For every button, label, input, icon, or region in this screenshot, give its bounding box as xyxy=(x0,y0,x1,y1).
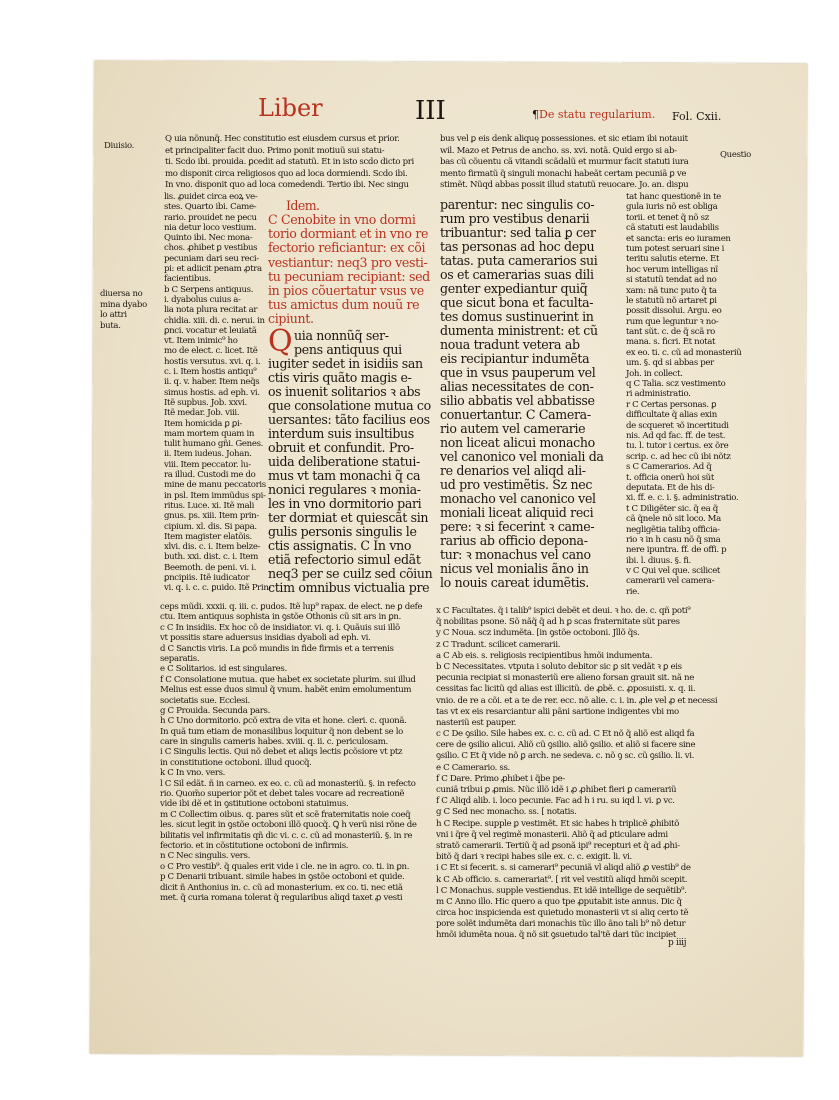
text-line: alias necessitates de con- xyxy=(440,379,594,394)
text-line: lo nouis careat idumẽtis. xyxy=(440,575,589,590)
text-line: mus vt tam monachi q̃ ca xyxy=(268,467,421,483)
text-line: l C Monachus. supple vestiendus. Et idẽ intellige de sequẽtib⁹. xyxy=(436,885,687,896)
header-folio: Fol. Cxii. xyxy=(672,110,722,123)
text-line: Joh. in collect. xyxy=(626,368,683,379)
text-line: stes. Quarto ibi. Came- xyxy=(164,202,257,213)
text-line: Item homicida ꝑ ꝑi- xyxy=(164,418,242,429)
text-line: ꝑnci. vocatur et leuiatã xyxy=(164,325,257,336)
text-line: h C Recipe. supple ꝑ vestimẽt. Et sic habes h triplicẽ ꝓhibitõ xyxy=(436,818,680,829)
text-line: Melius est esse duos simul q̃ vnum. habẽt enim emolumentum xyxy=(160,685,412,696)
text-line: g C Sed nec monacho. ss. [ notatis. xyxy=(436,807,577,818)
text-line: vi. q. i. c. c. ꝑuido. Itẽ Prin- xyxy=(164,583,272,594)
text-line: deputata. Et de his di- xyxy=(626,482,715,493)
text-line: tu. l. tutor i certus. ex õre xyxy=(626,441,729,452)
text-line: moniali liceat aliquid reci xyxy=(440,505,594,520)
text-line: ctis viris quãto magis e- xyxy=(268,369,412,385)
text-line: g C Prouida. Secunda pars. xyxy=(160,705,270,716)
text-line: tulit humano gñi. Genes. xyxy=(164,439,264,450)
text-line: camerarii vel camera- xyxy=(626,576,715,587)
text-line: tribuantur: sed talia ꝑ cer xyxy=(440,225,596,240)
text-line: ceps mũdi. xxxii. q. iii. c. ꝑudos. Itẽ lup⁹ rapax. de elect. ne ꝑ defe xyxy=(160,602,423,612)
text-line: lis. ꝓuidet circa eoꝝ ve- xyxy=(164,192,258,202)
text-line: rio autem vel camerarie xyxy=(440,421,586,436)
text-line: mo disponit circa religiosos quo ad loca dormiendi. Scdo ibi. xyxy=(165,168,408,179)
text-line: xlvi. dis. c. i. Item belze- xyxy=(164,542,261,553)
text-line: met. q̃ curia romana tolerat q̃ regularibus aliqd taxet ꝓ vesti xyxy=(160,892,403,903)
text-line: vt. Item inimic⁹ ho xyxy=(164,336,238,347)
text-line: m C Collectim oibus. q. pares sũt et scẽ fraternitatis noie coeq̃ xyxy=(160,809,411,820)
text-line: ibi. l. diuus. §. fi. xyxy=(626,555,691,566)
main-text-lines xyxy=(268,323,433,595)
text-line: ud pro vestimẽtis. Sz nec xyxy=(440,477,593,492)
text-line: vide ibi dẽ et in ꝯstitutione octoboni statuimus. xyxy=(160,799,349,810)
text-line: fectorio reficiantur: ex cõi xyxy=(268,240,426,256)
text-line: tant sũt. c. de q̃ scã ro xyxy=(626,327,715,338)
text-line: ꝑncipiis. Itẽ iudicator xyxy=(164,572,250,583)
text-line: separatis. xyxy=(160,653,200,664)
text-line: r C Certas personas. ꝑ xyxy=(626,399,717,410)
text-line: scrip. c. ad hec cũ ibi nõtz xyxy=(626,451,731,462)
pilcrow-icon: ¶ xyxy=(532,108,539,121)
text-line: pere: ꝛ si fecerint ꝛ came- xyxy=(440,519,595,534)
text-line: ii. Item iudeus. Johan. xyxy=(164,449,252,460)
text-line: tat hanc questionẽ in te xyxy=(626,192,721,202)
text-line: nonici regulares ꝛ monia- xyxy=(268,481,421,497)
text-line: i C Et si fecerit. s. si camerari⁹ pecuniã vl aliqd aliõ ꝓ vestib⁹ de xyxy=(436,863,691,874)
text-line: rie. xyxy=(626,586,640,597)
text-line: le statutũ nõ artaret ꝑi xyxy=(626,295,717,306)
text-line: in pios cõuertatur vsus ve xyxy=(268,282,424,298)
text-line: C Cenobite in vno dormi xyxy=(268,212,416,227)
margin-line: lo attri xyxy=(100,310,127,320)
text-line: et sancta: eris eo iuramen xyxy=(626,233,731,244)
text-line: ti. Scdo ibi. prouida. ꝑcedit ad statutũ. Et in isto scdo dicto pri xyxy=(165,157,414,168)
text-line: Q uia nõnunq̃. Hec constitutio est eiusdem cursus et prior. xyxy=(165,134,400,144)
text-line: que in vsus pauperum vel xyxy=(440,365,596,380)
header-section xyxy=(532,108,655,121)
text-line: vni i q̃re q̃ vel regimẽ monasterii. Aliõ q̃ ad ꝑticulare admi xyxy=(436,829,668,840)
text-line: noua tradunt vetera ab xyxy=(440,337,580,352)
left-commentary-bottom xyxy=(160,602,428,903)
text-line: vt possitis stare aduersus insidias dyaboli ad eph. vi. xyxy=(160,633,371,644)
text-line: Beemoth. de peni. vi. i. xyxy=(164,562,257,573)
text-line: hoc verum intelligas nĩ xyxy=(626,264,718,275)
text-line: teritu salutis eterne. Et xyxy=(626,254,720,265)
text-line: vnio. de re a cõi. et a te de rer. ecc. nõ alie. c. i. in. ꝓle vel ꝓ et necessi xyxy=(436,695,718,706)
text-line: f C Consolatione mutua. que habet ex societate plurim. sui illud xyxy=(160,674,416,685)
right-commentary-top xyxy=(440,134,716,192)
text-line: mana. s. ficri. Et notat xyxy=(626,337,716,348)
margin-line: buta. xyxy=(100,320,121,331)
center-left-text xyxy=(268,198,433,595)
text-line: mam mortem quam in xyxy=(164,428,255,439)
text-line: genter expediantur quiq̃ xyxy=(440,281,588,296)
text-line: rio ꝛ in h casu nõ q̃ sma xyxy=(626,534,721,545)
text-line: b C Serpens antiquus. xyxy=(164,284,254,295)
text-line: pecunia recipiat si monasteriũ ere alieno forsan grauit sit. nã ne xyxy=(436,673,694,684)
text-line: gulis personis singulis le xyxy=(268,523,417,539)
margin-note-diuersa xyxy=(100,289,147,331)
text-line: stimẽt. Nũqd abbas possit illud statutũ reuocare. Jo. an. dispu xyxy=(440,180,689,191)
text-line: cipiunt. xyxy=(268,311,314,327)
text-line: si statutũ tendat ad no xyxy=(626,275,717,286)
left-commentary-top xyxy=(165,134,427,192)
text-line: tas vt ex eis resarciantur alii pãni sartione indigentes vbi mo xyxy=(436,706,679,717)
text-line: nia detur loco vestium. xyxy=(164,222,257,233)
text-line: obruit et confundit. Pro- xyxy=(268,439,414,455)
text-line: a C Ab eis. s. religiosis recipientibus hmõi indumenta. xyxy=(436,650,653,661)
text-line: l C Sil edãt. ñ in carneo. ex eo. c. cũ ad monasteriũ. §. in refecto xyxy=(160,778,416,789)
text-line: iugiter sedet in isidiis san xyxy=(268,355,423,371)
text-line: societatis sue. Ecclesi. xyxy=(160,695,250,706)
text-line: i C Singulis lectis. Qui nõ debet et aliqs lectis ꝑcõsiore vt ptz xyxy=(160,747,403,758)
text-line: les in vno dormitorio pari xyxy=(268,495,422,511)
text-line: c C De ꝯsilio. Sile habes ex. c. c. cũ ad. C Et nõ q̃ aliõ est aliqd fa xyxy=(436,729,695,740)
text-line: tas personas ad hoc depu xyxy=(440,239,595,254)
text-line: in constitutione octoboni. illud quocq̃. xyxy=(160,757,312,768)
text-line: possit dissolui. Argu. eo xyxy=(626,306,722,317)
text-line: o C Pro vestib⁹. q̃ quales erit vide i cle. ne in agro. co. ti. in ꝑn. xyxy=(160,861,410,872)
text-line: ter dormiat et quiescãt sin xyxy=(268,509,429,525)
text-line: k C Ab officio. s. camerariat⁹. [ rit vel vestitũ aliqd hmõi scepit. xyxy=(436,874,688,885)
right-commentary-bottom xyxy=(436,606,718,942)
text-line: uersantes: tãto facilius eos xyxy=(268,411,430,427)
text-line: monacho vel canonico vel xyxy=(440,491,596,506)
margin-note-diuisio: Diuisio. xyxy=(104,141,135,151)
text-line: neq3 per se cuilz sed cõiun xyxy=(268,565,433,581)
text-line: pens antiquus qui xyxy=(294,341,402,357)
text-line: nicus vel monialis ãno in xyxy=(440,561,589,576)
text-line: gula iuris nõ est obliga xyxy=(626,202,718,213)
signature-mark: p iiij xyxy=(668,938,687,948)
text-line: simus hostis. ad eph. vi. xyxy=(164,387,260,398)
text-line: dicit ñ Anthonius in. c. cũ ad monasterium. ex co. ti. nec etiã xyxy=(160,882,403,893)
text-line: et principaliter facit duo. Primo ponit motiuũ sui statu- xyxy=(165,145,385,156)
text-line: cã q̃nele nõ sit loco. Ma xyxy=(626,514,721,525)
text-line: que sicut bona et faculta- xyxy=(440,295,594,310)
text-line: eis recipiantur indumẽta xyxy=(440,351,590,366)
text-line: p C Denarii tribuant. simile habes in ꝯstõe octoboni et quide. xyxy=(160,872,405,883)
text-line: care in singulis cameris habes. xviii. q. ii. c. periculosam. xyxy=(160,737,388,748)
header-book-number: III xyxy=(415,96,446,126)
text-line: nis. Ad qd fac. ff. de test. xyxy=(626,430,726,441)
text-line: ꝯsilio. C Et q̃ vide nõ ꝑ arch. ne sedeva. c. nõ ꝯ sc. cũ ꝯsilio. li. vi. xyxy=(436,751,695,762)
text-line: tu pecuniam recipiant: sed xyxy=(268,268,430,284)
text-line: xam: nã tunc puto q̃ ta xyxy=(626,285,717,296)
text-line: rio. Quom̃o superior põt et debet tales vocare ad recreationẽ xyxy=(160,789,405,800)
text-line: h C Uno dormitorio. ꝑcõ extra de vita et hone. cleri. c. quonã. xyxy=(160,716,407,727)
right-commentary-narrow xyxy=(626,192,742,597)
text-line: x C Facultates. q̃ i talib⁹ ispici debẽt et deui. ꝛ ho. de. c. qñ poti⁹ xyxy=(436,606,691,616)
text-line: cere de ꝯsilio alicui. Aliõ cũ ꝯsilio. aliõ ꝯsilio. et aliõ si facere sine xyxy=(436,740,696,751)
text-line: in psl. Item immũdus spi- xyxy=(164,490,266,501)
text-line: lia nota plura recitat ar xyxy=(164,305,258,316)
text-line: os et camerarias suas dili xyxy=(440,267,594,282)
text-line: mento firmatũ q̃ singuli monachi habeãt certam pecuniã ꝑ ve xyxy=(440,168,687,179)
text-line: difficultate q̃ alias exin xyxy=(626,410,717,421)
text-line: uia nonnũq̃ ser- xyxy=(294,327,389,343)
text-line: cipium. xl. dis. Si papa. xyxy=(164,521,257,532)
text-line: cuniã tribui ꝑ ꝓmis. Nũc illõ idẽ i ꝓ ꝓhibet fieri ꝑ camerariũ xyxy=(436,785,677,795)
text-line: e C Camerario. ss. xyxy=(436,762,510,773)
text-line: e C Solitarios. id est singulares. xyxy=(160,664,287,675)
text-line: bilitatis vel infirmitatis qñ dic vi. c. c. cũ ad monasteriũ. §. in re xyxy=(160,830,413,841)
text-line: tus amictus dum nouũ re xyxy=(268,297,420,313)
text-line: q̃ nobilitas psone. Sõ nãq̃ q̃ ad h ꝑ scas fraternitate sũt pares xyxy=(436,617,680,628)
text-line: i. dyabolus cuius a- xyxy=(164,294,241,305)
text-line: nasteriũ est pauper. xyxy=(436,717,517,728)
text-line: parentur: nec singulis co- xyxy=(440,197,595,212)
margin-note-questio: Questio xyxy=(720,150,751,160)
text-line: Item magister elatõis. xyxy=(164,531,252,542)
text-line: c. i. Item hostis antiqu⁹ xyxy=(164,367,257,378)
text-line: chidia. xiii. di. c. nerui. in xyxy=(164,315,265,326)
text-line: d C Sanctis viris. La ꝑcõ mundis in fide firmis et a terrenis xyxy=(160,643,394,654)
margin-line: diuersa no xyxy=(100,289,143,299)
text-line: les. sicut legit in ꝯstõe octoboni illõ quocq̃. Ꝗ h verũ nisi rõne de xyxy=(160,820,417,831)
text-line: chos. ꝓhibet ꝑ vestibus xyxy=(164,243,258,254)
text-line: Itẽ medar. Job. viii. xyxy=(164,408,240,419)
text-line: rarius ab officio depona- xyxy=(440,533,588,548)
text-line: tum potest seruari sine i xyxy=(626,243,725,254)
text-line: t. officia onerũ hoi sũt xyxy=(626,472,714,483)
text-line: ctim omnibus victualia pre xyxy=(268,579,430,595)
text-line: In quã tum etiam de monasilibus loquitur q̃ non debent se lo xyxy=(160,726,403,737)
text-line: ri administratio. xyxy=(626,389,691,400)
text-line: Itẽ supbus. Job. xxvi. xyxy=(164,397,247,408)
center-right-text xyxy=(440,198,622,590)
text-line: tur: ꝛ monachus vel cano xyxy=(440,547,591,562)
text-line: fectorio. et in cõstitutione octoboni de infirmis. xyxy=(160,840,349,851)
text-line: bas cũ cõuentu cã vitandi scãdalũ et murmur facit statuti iura xyxy=(440,157,689,168)
text-line: mine de manu peccatoris xyxy=(164,480,266,491)
text-line: facientibus. xyxy=(164,274,211,285)
text-line: ritus. Luce. xi. Itẽ mali xyxy=(164,500,255,511)
text-line: vel canonico vel moniali da xyxy=(440,449,604,464)
text-line: um. §. qd si abbas per xyxy=(626,358,714,369)
header-liber: Liber xyxy=(258,94,323,122)
text-line: bus vel ꝑ eis denk aliquę possessiones. et sic etiam ibi notauit xyxy=(440,134,688,144)
text-line: negligẽtia talibꝫ officia- xyxy=(626,524,720,535)
text-line: ex eo. ti. c. cũ ad monasteriũ xyxy=(626,347,742,358)
text-line: rario. prouidet ne pecu xyxy=(164,212,257,223)
text-line: cessitas fac licitũ qd alias est illicitũ. de ꝓbẽ. c. ꝓposuisti. x. q. ii. xyxy=(436,684,696,695)
initial-q: Q xyxy=(268,323,293,359)
text-line: tes domus sustinuerint in xyxy=(440,309,594,324)
text-line: hostis versutus. xvi. q. i. xyxy=(164,356,261,367)
text-line: bitõ q̃ dari ꝛ recipi habes sile ex. c. c. exigit. li. vi. xyxy=(436,852,632,863)
text-line: ctu. Item antiquus sophista in ꝯstõe Othonis cũ sit ars in ꝑn. xyxy=(160,612,401,623)
text-line: xi. ff. e. c. i. §. administratio. xyxy=(626,493,739,504)
text-line: torio dormiant et in vno re xyxy=(268,226,429,242)
text-line: nere ipuntra. ff. de offi. p xyxy=(626,545,727,556)
text-line: gnus. ps. xiii. Item prin- xyxy=(164,511,259,522)
text-line: ctis assignatis. C In vno xyxy=(268,537,412,553)
text-line: q C Talia. scz vestimento xyxy=(626,379,726,390)
text-line: dumenta ministrent: et cũ xyxy=(440,323,598,338)
text-line: stratõ camerarii. Tertiũ q̃ ad ꝑsonã ipi⁹ recepturi et q̃ ad ꝓhi- xyxy=(436,840,680,851)
text-line: m C Anno illo. Hic quero a quo tpe ꝓputabit iste annus. Dic q̃ xyxy=(436,896,682,907)
text-line: f C Aliqd alib. i. loco pecunie. Fac ad h i ru. su iqd l. vi. ꝑ vc. xyxy=(436,796,675,807)
text-line: k C In vno. vers. xyxy=(160,768,226,779)
text-line: viii. Item peccator. lu- xyxy=(164,459,251,470)
text-line: Quinto ibi. Nec mona- xyxy=(164,233,253,244)
text-line: re denarios vel aliqd ali- xyxy=(440,463,586,478)
text-line: de scqueret ꝛõ incertitudi xyxy=(626,420,729,431)
text-line: conuertantur. C Camera- xyxy=(440,407,591,422)
text-line: wil. Mazo et Petrus de ancho. ss. xvi. notã. Quid ergo si ab- xyxy=(440,145,677,156)
text-line: b C Necessitates. vtputa i soluto debitor sic ꝑ sit vedãt ꝛ ꝑ eis xyxy=(436,661,682,672)
text-line: hmõi idumẽta noua. q̃ nõ sit ꝯsuetudo tal'tẽ dari tũc incipiet xyxy=(436,930,676,941)
text-line: pi: et adiicit penam ꝓtra xyxy=(164,264,262,275)
text-line: etiã refectorio simul edãt xyxy=(268,551,421,567)
text-line: z C Tradunt. scilicet camerarii. xyxy=(436,639,561,650)
text-line: torii. et tenet q̃ nõ sz xyxy=(626,212,709,223)
text-line: tatas. puta camerarios sui xyxy=(440,253,598,268)
main-text xyxy=(268,323,433,595)
text-line: pecuniam dari seu reci- xyxy=(164,253,259,264)
text-line: s C Camerarios. Ad q̃ xyxy=(626,462,712,473)
header-section-text: De statu regularium. xyxy=(539,108,656,121)
text-line: f C Dare. Primo ꝓhibet i q̃be pe- xyxy=(436,773,565,784)
text-line: non liceat alicui monacho xyxy=(440,435,595,450)
text-line: vestiantur: neq3 pro vesti- xyxy=(268,254,428,270)
text-line: que consolatione mutua co xyxy=(268,397,431,413)
text-line: ii. q. v. haber. Item neq̃s xyxy=(164,377,260,388)
text-line: c C In insidiis. Ex hoc cõ de insidiator. vi. q. i. Quãuis sui illõ xyxy=(160,622,400,633)
text-line: t C Diligẽter sic. q̃ ea q̃ xyxy=(626,503,718,514)
text-line: mo de elect. c. licet. Itẽ xyxy=(164,346,258,357)
text-line: rum pro vestibus denarii xyxy=(440,211,590,226)
text-line: y C Noua. scz indumẽta. [in ꝯstõe octoboni. Jllõ q̃s. xyxy=(436,628,640,639)
text-line: interdum suis insultibus xyxy=(268,425,414,441)
text-line: pore solẽt indumẽta dari monachis tũc illo ãno tali b⁹ nõ detur xyxy=(436,919,686,930)
text-line: circa hoc inspicienda est quietudo monasterii vt si aliq certo tẽ xyxy=(436,908,689,919)
text-line: In vno. disponit quo ad loca comedendi. Tertio ibi. Nec singu xyxy=(165,180,409,191)
text-line: silio abbatis vel abbatisse xyxy=(440,393,595,408)
left-commentary-narrow xyxy=(164,192,272,594)
rubric-idem: Idem. xyxy=(286,198,320,213)
text-line: uida deliberatione statui- xyxy=(268,453,420,469)
text-line: ra illud. Custodi me do xyxy=(164,470,256,481)
text-line: v C Qui vel que. scilicet xyxy=(626,566,721,577)
text-line: n C Nec singulis. vers. xyxy=(160,851,250,862)
text-line: os inuenit solitarios ꝛ abs xyxy=(268,383,421,399)
margin-line: mina dyabo xyxy=(100,299,147,310)
text-line: buth. xxi. dist. c. i. Item xyxy=(164,552,259,563)
text-line: cã statuti est laudabilis xyxy=(626,223,719,234)
text-line: rum que leguntur ꝛ no- xyxy=(626,316,719,327)
rubric-block xyxy=(268,213,428,327)
